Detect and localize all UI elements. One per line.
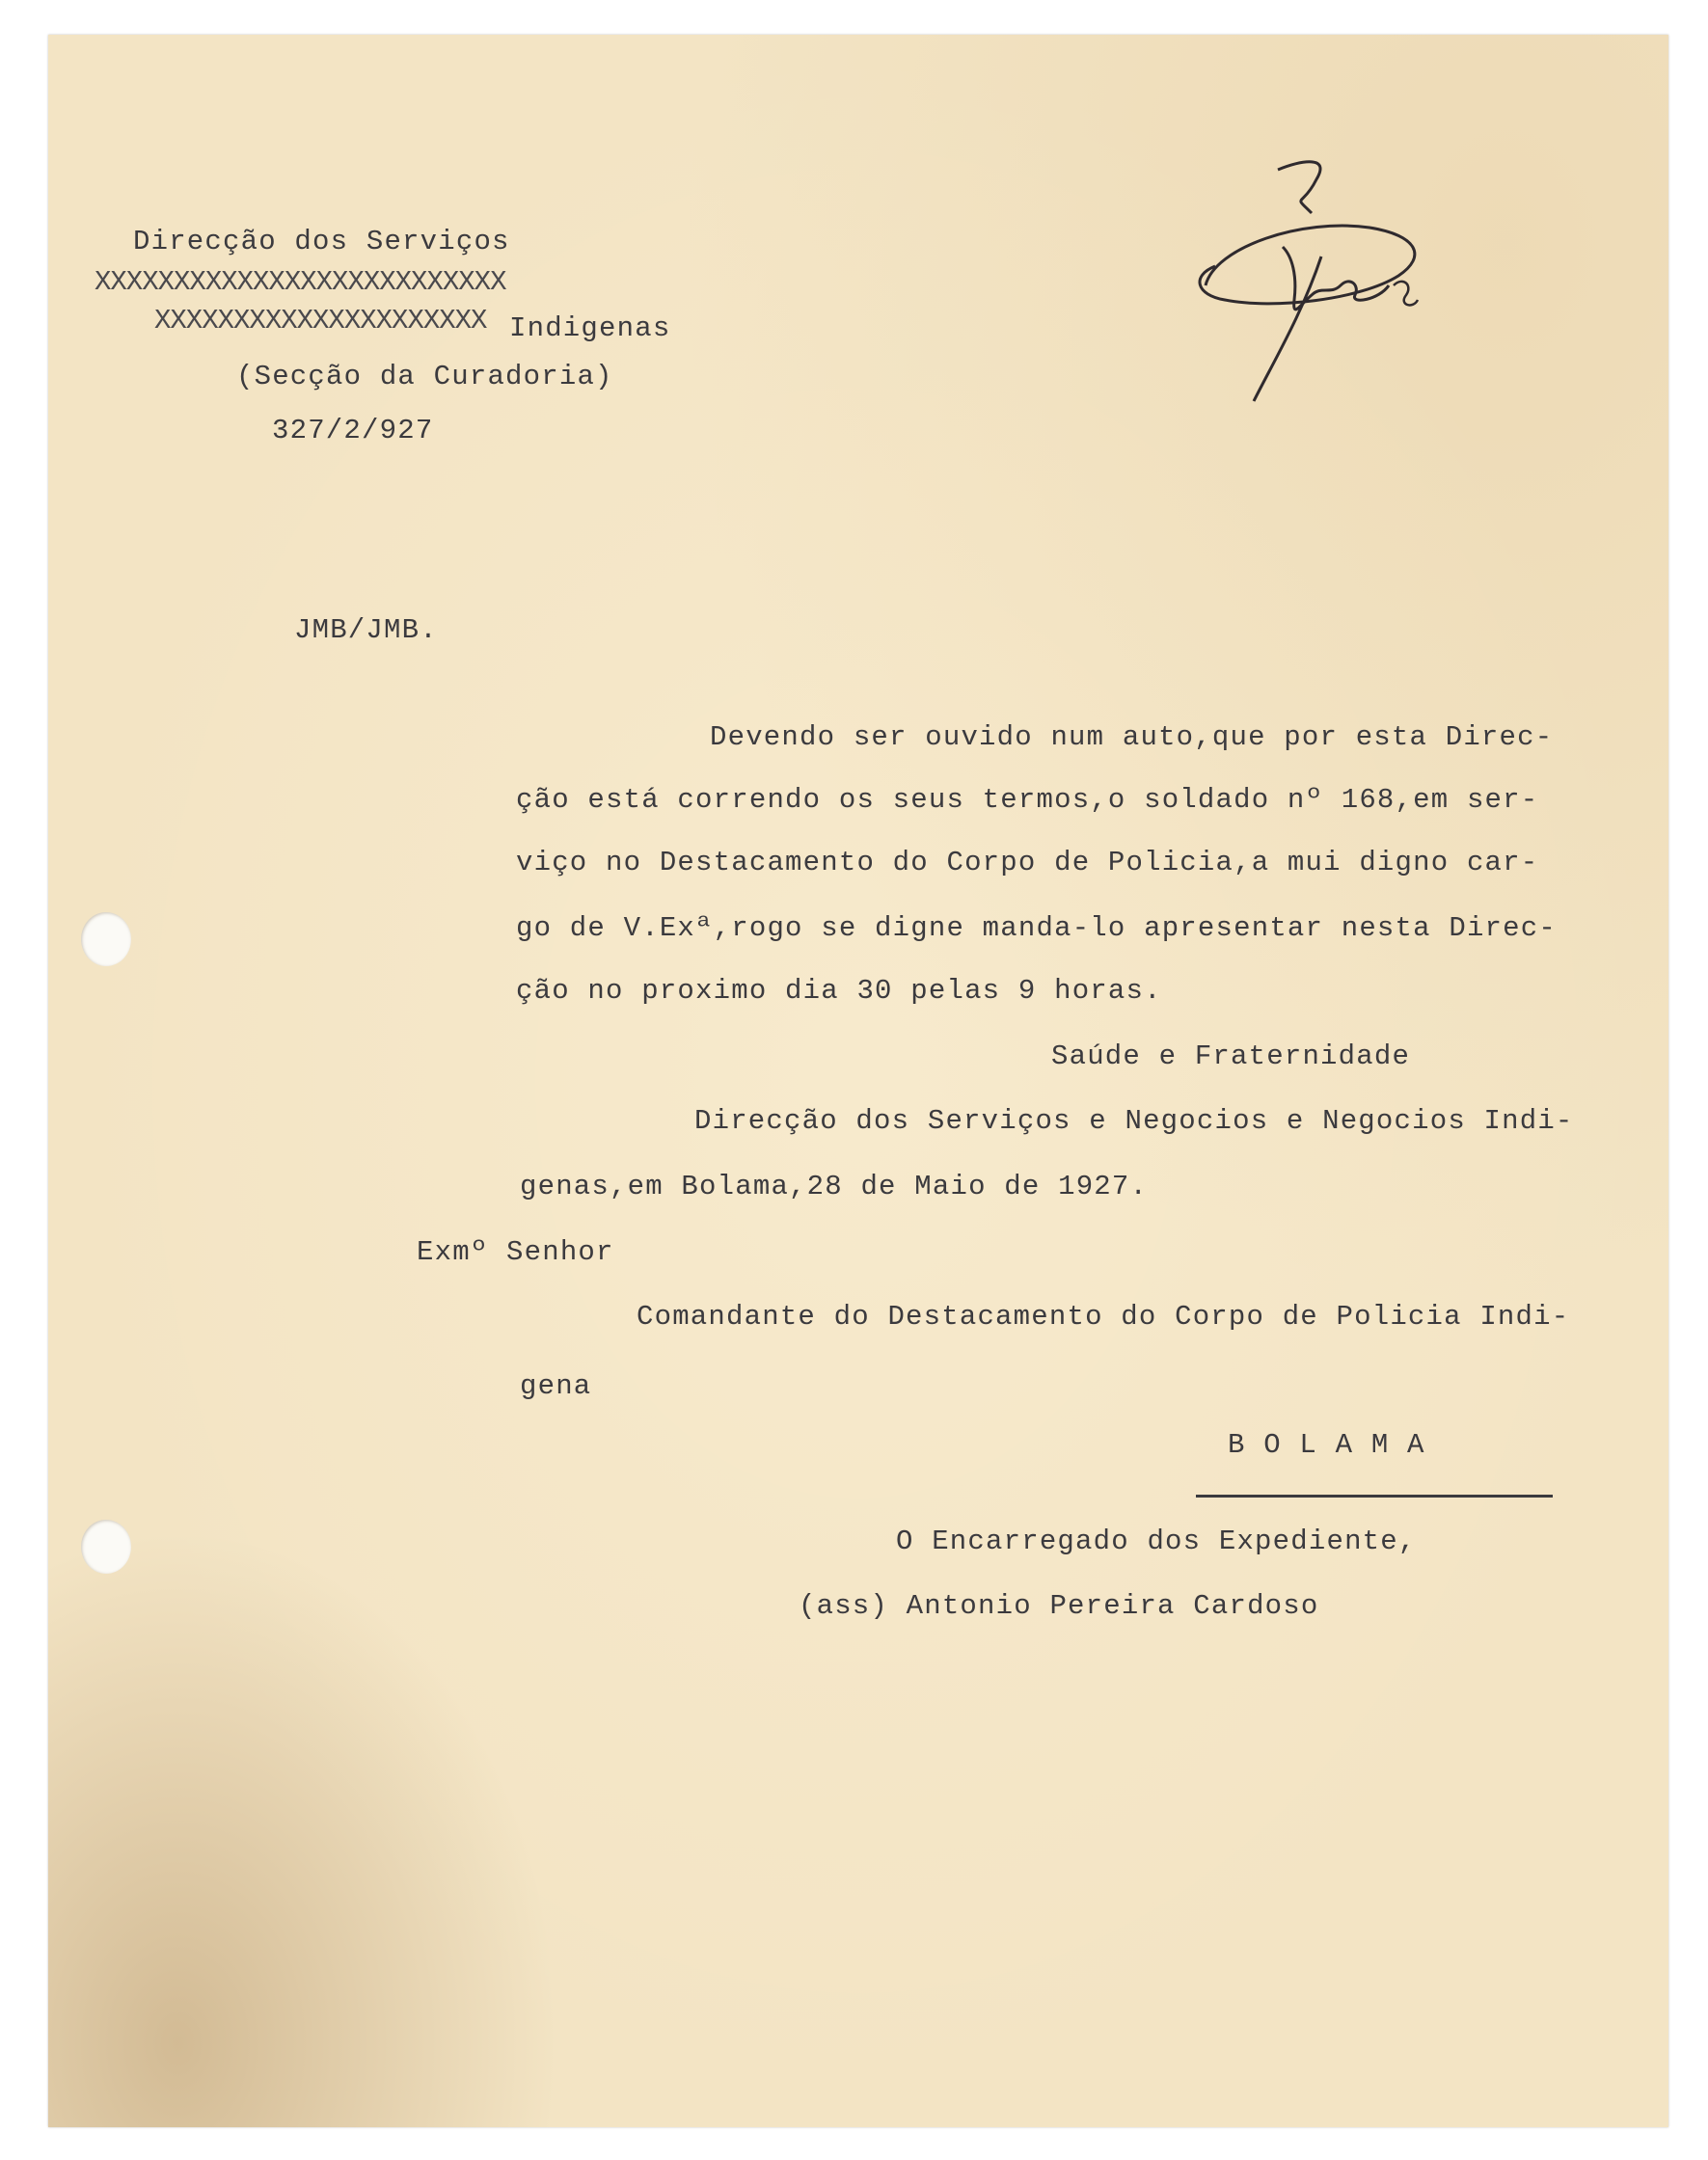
letterhead-indigenas: Indigenas bbox=[509, 312, 671, 344]
body-line-2: ção está correndo os seus termos,o soldado nº 168,em ser- bbox=[516, 784, 1539, 816]
punch-hole-top bbox=[81, 912, 131, 966]
salutation: Exmº Senhor bbox=[417, 1236, 614, 1268]
letter-page bbox=[48, 35, 1668, 2127]
addressee-city: B O L A M A bbox=[1228, 1429, 1425, 1461]
closing-greeting: Saúde e Fraternidade bbox=[1051, 1040, 1411, 1072]
city-underline bbox=[1196, 1495, 1553, 1498]
body-line-3: viço no Destacamento do Corpo de Policia,a mui digno car- bbox=[516, 847, 1539, 878]
reference-number: 327/2/927 bbox=[272, 415, 434, 446]
signatory-role: O Encarregado dos Expediente, bbox=[896, 1526, 1417, 1557]
typist-initials: JMB/JMB. bbox=[294, 614, 438, 646]
letterhead-line-1: Direcção dos Serviços bbox=[133, 226, 510, 257]
place-date-line-2: genas,em Bolama,28 de Maio de 1927. bbox=[520, 1171, 1149, 1202]
letterhead-struck-line-2: XXXXXXXXXXXXXXXXXXXXX bbox=[154, 305, 487, 337]
punch-hole-bottom bbox=[81, 1520, 131, 1574]
body-line-1: Devendo ser ouvido num auto,que por esta Direc- bbox=[710, 721, 1554, 753]
place-date-line-1: Direcção dos Serviços e Negocios e Negocios Indi- bbox=[694, 1105, 1574, 1137]
letterhead-struck-line: XXXXXXXXXXXXXXXXXXXXXXXXXX bbox=[95, 266, 506, 298]
letterhead-section: (Secção da Curadoria) bbox=[236, 361, 613, 392]
body-line-4: go de V.Exª,rogo se digne manda-lo apresentar nesta Direc- bbox=[516, 912, 1557, 944]
handwritten-signature bbox=[1186, 141, 1495, 411]
body-line-5: ção no proximo dia 30 pelas 9 horas. bbox=[516, 975, 1162, 1007]
addressee-line-1: Comandante do Destacamento do Corpo de Policia Indi- bbox=[637, 1301, 1570, 1333]
addressee-line-2: gena bbox=[520, 1370, 592, 1402]
signatory-name: (ass) Antonio Pereira Cardoso bbox=[799, 1590, 1319, 1622]
